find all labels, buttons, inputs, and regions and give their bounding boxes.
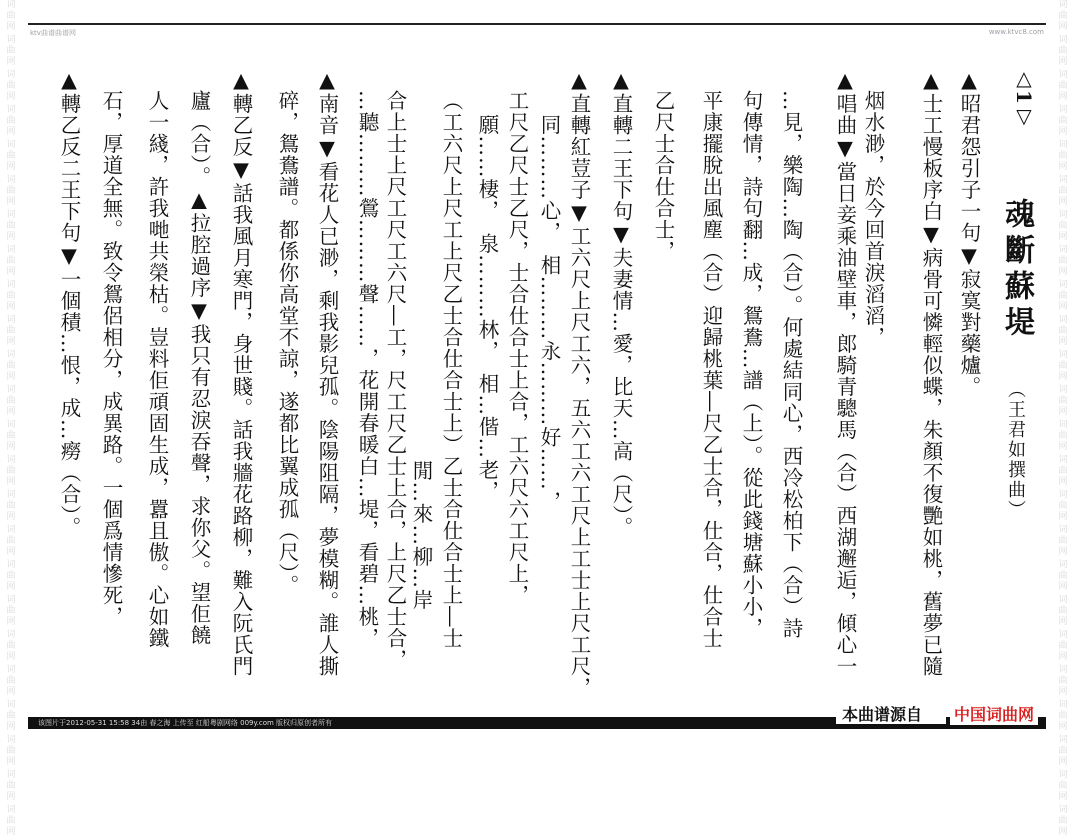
score-column: ▲唱曲▼當日妾乘油壁車，郎騎青驄馬（合）西湖邂逅，傾心一 xyxy=(833,68,857,677)
site-name-link[interactable]: 中国词曲网 xyxy=(950,702,1038,725)
score-column: ▲直轉二王下句▼夫妻情…愛，比天…高（尺）。 xyxy=(609,68,633,538)
score-column: 平康擺脫出風塵（合）迎歸桃葉―尺乙士合，仕合，仕合士 xyxy=(699,90,723,649)
score-column: …見，樂陶…陶（合）。何處結同心，西冷松柏下（合）詩 xyxy=(779,90,803,639)
watermark-right: 词曲网 词曲网 词曲网 词曲网 词曲网 词曲网 词曲网 词曲网 词曲网 词曲网 词曲网 词曲网 词曲网 词曲网 词曲网 词曲网 词曲网 词曲网 词曲网 词曲网 词曲网 词曲网 词曲网 词曲网 xyxy=(1058,0,1068,837)
score-column: ▲直轉紅荳子▼工六尺上尺工六，五六工六工尺上工士上尺工尺， xyxy=(567,68,591,699)
top-rule xyxy=(28,23,1046,25)
score-column: 烟水渺，於今回首淚滔滔， xyxy=(861,90,885,348)
score-column: 人一綫，許我哋共榮枯。豈料佢頑固生成，囂且傲。心如鐵 xyxy=(145,90,169,649)
score-column: 合上士上尺工尺工六尺―工，尺工尺乙士上合，上尺乙士合， xyxy=(383,90,407,671)
score-column: 乙尺士合仕合士， xyxy=(651,90,675,262)
score-column: 碎，鴛鴦譜。都係你高堂不諒，遂都比翼成孤（尺）。 xyxy=(275,90,299,596)
score-column: （工六尺上尺工上尺乙士合仕合士上）乙士合仕合士上―士 xyxy=(439,90,463,649)
score-column: 石，厚道全無。致令鴛侶相分，成異路。一個爲情慘死， xyxy=(99,90,123,628)
score-column: 同………心， 相………永………好……， xyxy=(537,114,561,513)
score-column: 工尺乙尺士乙尺，士合仕合士上合，工六尺六工尺上， xyxy=(505,90,529,606)
score-column: 願……棲， 泉………林， 相…偕…老， xyxy=(475,114,499,502)
page-number: △1▽ xyxy=(1012,66,1036,128)
score-column: ▲士工慢板序白▼病骨可憐輕似蝶，朱顏不復艷如桃，舊夢已隨 xyxy=(919,68,943,677)
score-column: …聽………鶯………聲……，花開春暖白…堤，看碧…桃， xyxy=(355,90,379,649)
page-title: 魂斷蘇堤 xyxy=(999,198,1034,342)
score-column: ▲轉乙反▼話我風月寒門，身世賤。話我牆花路柳，難入阮氏門 xyxy=(229,68,253,677)
watermark-left: 词曲网 词曲网 词曲网 词曲网 词曲网 词曲网 词曲网 词曲网 词曲网 词曲网 词曲网 词曲网 词曲网 词曲网 词曲网 词曲网 词曲网 词曲网 词曲网 词曲网 词曲网 词曲网 词曲网 词曲网 xyxy=(6,0,16,837)
header-site-right[interactable]: www.ktvc8.com xyxy=(988,28,1044,36)
source-label: 本曲谱源自 xyxy=(842,705,923,724)
score-column: ▲轉乙反二王下句▼一個積…恨，成…癆（合）。 xyxy=(57,68,81,538)
score-column: 廬（合）。▲拉腔過序▼我只有忍淚吞聲，求你父。望佢饒 xyxy=(187,90,211,646)
score-column: ▲昭君怨引子一句▼寂寞對藥爐。 xyxy=(957,68,981,398)
author-credit: （王君如撰曲） xyxy=(1005,380,1026,520)
header-site-left[interactable]: ktv曲谱曲谱网 xyxy=(30,29,76,37)
score-column: ▲南音▼看花人已渺，剩我影兒孤。陰陽阻隔，夢模糊。誰人撕 xyxy=(315,68,339,677)
score-column: 句傳情，詩句翻…成，鴛鴦…譜（上）。從此錢塘蘇小小， xyxy=(739,90,763,639)
footer-note: 该图片于2012-05-31 15:58 34由 春之海 上传至 红船粤剧网络 009y.com 版权归原创者所有 xyxy=(38,719,333,727)
score-column: 閒…來…柳…岸 xyxy=(409,460,433,611)
